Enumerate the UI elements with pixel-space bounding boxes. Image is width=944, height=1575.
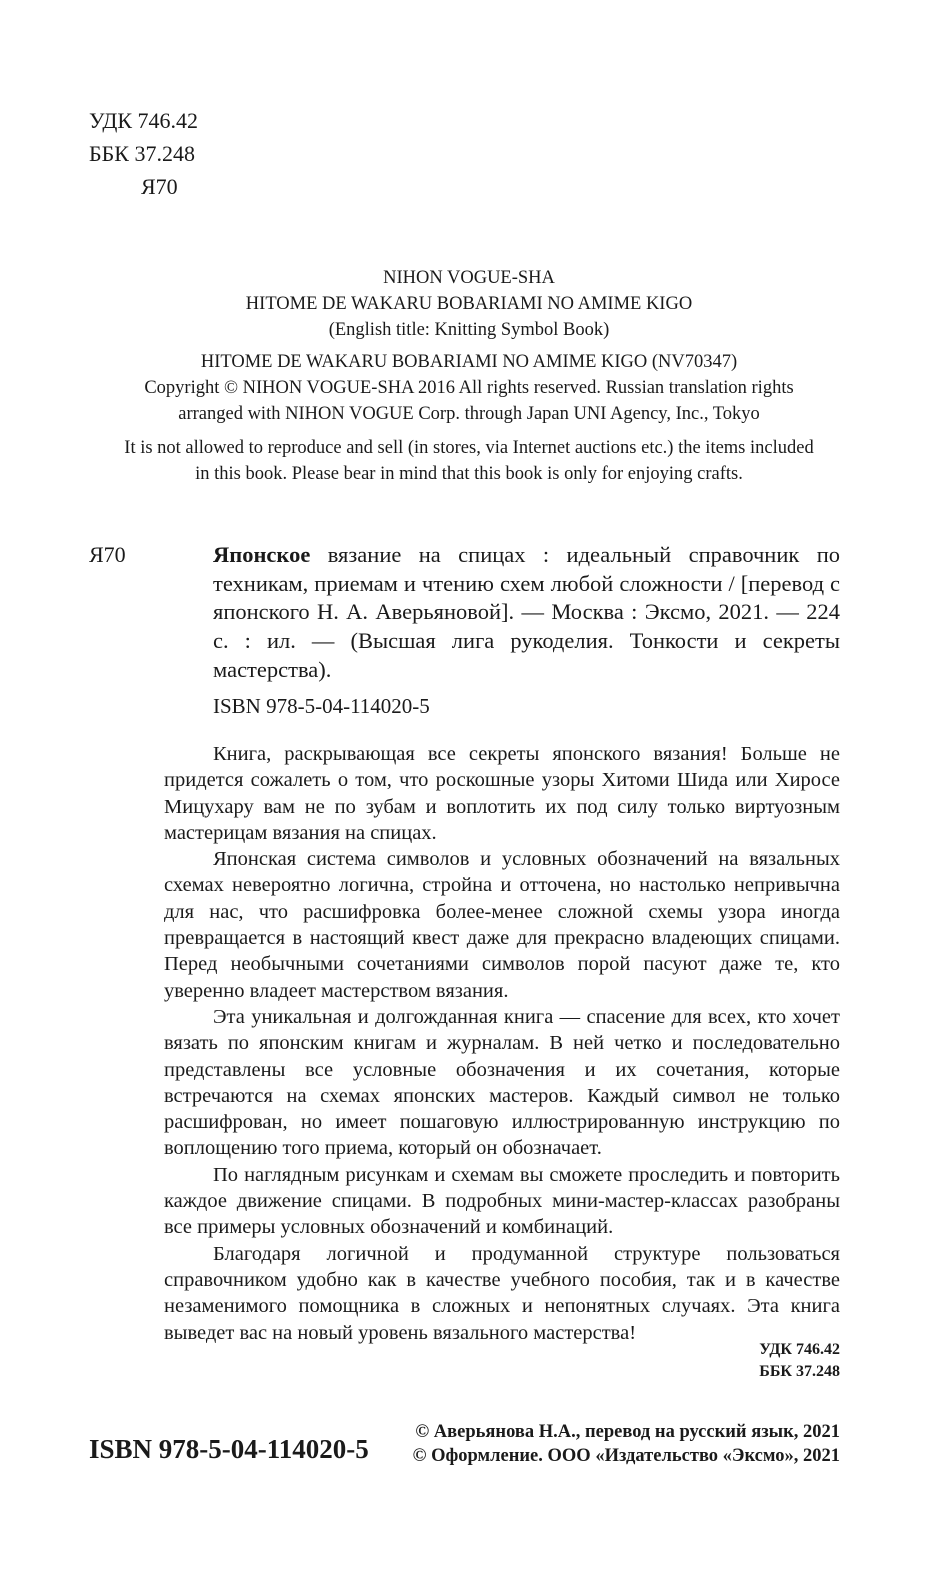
annotation-udk: УДК 746.42 xyxy=(759,1341,840,1358)
catalog-author-sign: Я70 xyxy=(89,542,126,567)
annotation-paragraph: По наглядным рисункам и схемам вы сможете проследить и повторить каждое движение спицами. В подробных мини-мастер-классах разобраны все примеры условных обозначений и комбинаций. xyxy=(164,1163,840,1239)
classification-codes xyxy=(89,104,198,203)
original-publisher: NIHON VOGUE-SHA xyxy=(383,268,555,288)
copyright-translation: © Аверьянова Н.А., перевод на русский язык, 2021 xyxy=(415,1422,840,1442)
catalog-title-bold: Японское xyxy=(213,542,311,567)
original-title-code: HITOME DE WAKARU BOBARIAMI NO AMIME KIGO (NV70347) xyxy=(200,352,738,372)
catalog-isbn: ISBN 978-5-04-114020-5 xyxy=(213,694,430,718)
catalog-description xyxy=(213,541,840,685)
footer-copyright xyxy=(413,1420,840,1468)
annotation xyxy=(164,741,840,1346)
bbk-code: ББК 37.248 xyxy=(89,141,195,166)
author-sign: Я70 xyxy=(141,174,178,199)
original-edition-block xyxy=(88,265,850,487)
annotation-paragraph: Эта уникальная и долгожданная книга — спасение для всех, кто хочет вязать по японским книгам и журналам. В ней четко и последовательно представлены все условные обозначения и их сочетания, которые встречаются на схемах японских мастеров. Каждый символ не только расшифрован, но имеет пошаговую иллюстрированную инструкцию по воплощению того приема, который он обозначает. xyxy=(164,1005,840,1160)
annotation-bbk: ББК 37.248 xyxy=(759,1363,840,1380)
copyright-line-2: arranged with NIHON VOGUE Corp. through Japan UNI Agency, Inc., Tokyo xyxy=(178,404,760,424)
catalog-description-text: вязание на спицах : идеальный справочник по техникам, приемам и чтению схем любой сложности / [перевод с японского Н. А. Аверьяновой]. — Москва : Эксмо, 2021. — 224 с. : ил. — (Высшая лига рукоделия. Тонкости и секреты мастерства). xyxy=(213,542,840,682)
original-title: HITOME DE WAKARU BOBARIAMI NO AMIME KIGO xyxy=(245,294,693,314)
annotation-paragraph: Японская система символов и условных обозначений на вязальных схемах невероятно логична, стройна и отточена, но настолько непривычна для нас, что расшифровка более-менее сложной схемы узора иногда превращается в настоящий квест даже для прекрасно владеющих спицами. Перед необычными сочетаниями символов порой пасуют даже те, кто уверенно владеет мастерством вязания. xyxy=(164,848,840,1002)
copyright-line-1: Copyright © NIHON VOGUE-SHA 2016 All rights reserved. Russian translation rights xyxy=(144,378,794,398)
notice-line-1: It is not allowed to reproduce and sell (in stores, via Internet auctions etc.) the items included xyxy=(124,438,814,458)
annotation-codes xyxy=(759,1339,840,1383)
footer-isbn: ISBN 978-5-04-114020-5 xyxy=(89,1434,369,1464)
notice-line-2: in this book. Please bear in mind that this book is only for enjoying crafts. xyxy=(195,464,743,484)
udk-code: УДК 746.42 xyxy=(89,108,199,133)
copyright-design: © Оформление. ООО «Издательство «Эксмо», 2021 xyxy=(412,1446,840,1466)
annotation-paragraph: Благодаря логичной и продуманной структуре пользоваться справочником удобно как в качестве учебного пособия, так и в качестве незаменимого помощника в сложных и непонятных случаях. Эта книга выведет вас на новый уровень вязального мастерства! xyxy=(164,1242,840,1344)
english-title: (English title: Knitting Symbol Book) xyxy=(328,320,610,340)
annotation-paragraph: Книга, раскрывающая все секреты японского вязания! Больше не придется сожалеть о том, что роскошные узоры Хитоми Шида или Хиросе Мицухару вам не по зубам и воплотить их под силу только виртуозным мастерицам вязания на спицах. xyxy=(164,743,840,844)
